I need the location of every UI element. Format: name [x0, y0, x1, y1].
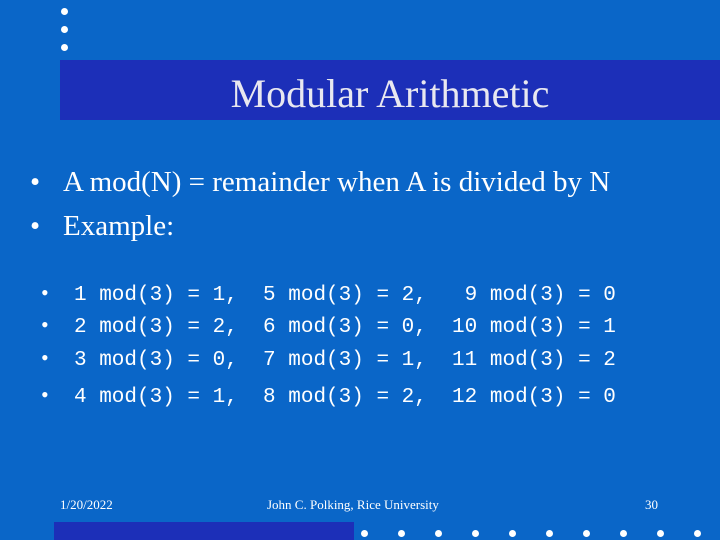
bullet-example: [30, 212, 174, 241]
decor-dot: [472, 530, 479, 537]
example-text: 2 mod(3) = 2, 6 mod(3) = 0, 10 mod(3) = 1: [74, 316, 616, 339]
example-line: [30, 356, 616, 409]
bullet-symbol: •: [41, 280, 49, 305]
bullet-symbol: •: [41, 382, 49, 407]
decor-dot: [546, 530, 553, 537]
footer-author: John C. Polking, Rice University: [267, 497, 439, 512]
decor-dot: [657, 530, 664, 537]
slide-title: Modular Arithmetic: [230, 71, 550, 116]
decor-dot: [694, 530, 701, 537]
decor-dot: [583, 530, 590, 537]
bullet-definition: [30, 168, 610, 197]
bottom-bar: [54, 522, 354, 540]
decor-dot: [398, 530, 405, 537]
title-bar: [60, 60, 720, 120]
footer-date: 1/20/2022: [60, 497, 113, 512]
bullet-symbol: •: [30, 210, 41, 242]
bullet-text: Example:: [63, 210, 175, 242]
decor-dot: [61, 44, 68, 51]
example-text: 3 mod(3) = 0, 7 mod(3) = 1, 11 mod(3) = 2: [74, 349, 616, 372]
decor-dot: [509, 530, 516, 537]
bullet-symbol: •: [30, 166, 41, 198]
example-text: 4 mod(3) = 1, 8 mod(3) = 2, 12 mod(3) = 0: [74, 386, 616, 409]
decor-dot: [361, 530, 368, 537]
bullet-text: A mod(N) = remainder when A is divided by N: [63, 166, 611, 198]
decor-dot: [61, 26, 68, 33]
example-text: 1 mod(3) = 1, 5 mod(3) = 2, 9 mod(3) = 0: [74, 284, 616, 307]
decor-dot: [61, 8, 68, 15]
decor-dot: [435, 530, 442, 537]
bullet-symbol: •: [41, 312, 49, 337]
footer-page-number: 30: [645, 497, 658, 512]
decor-dot: [620, 530, 627, 537]
bullet-symbol: •: [41, 345, 49, 370]
